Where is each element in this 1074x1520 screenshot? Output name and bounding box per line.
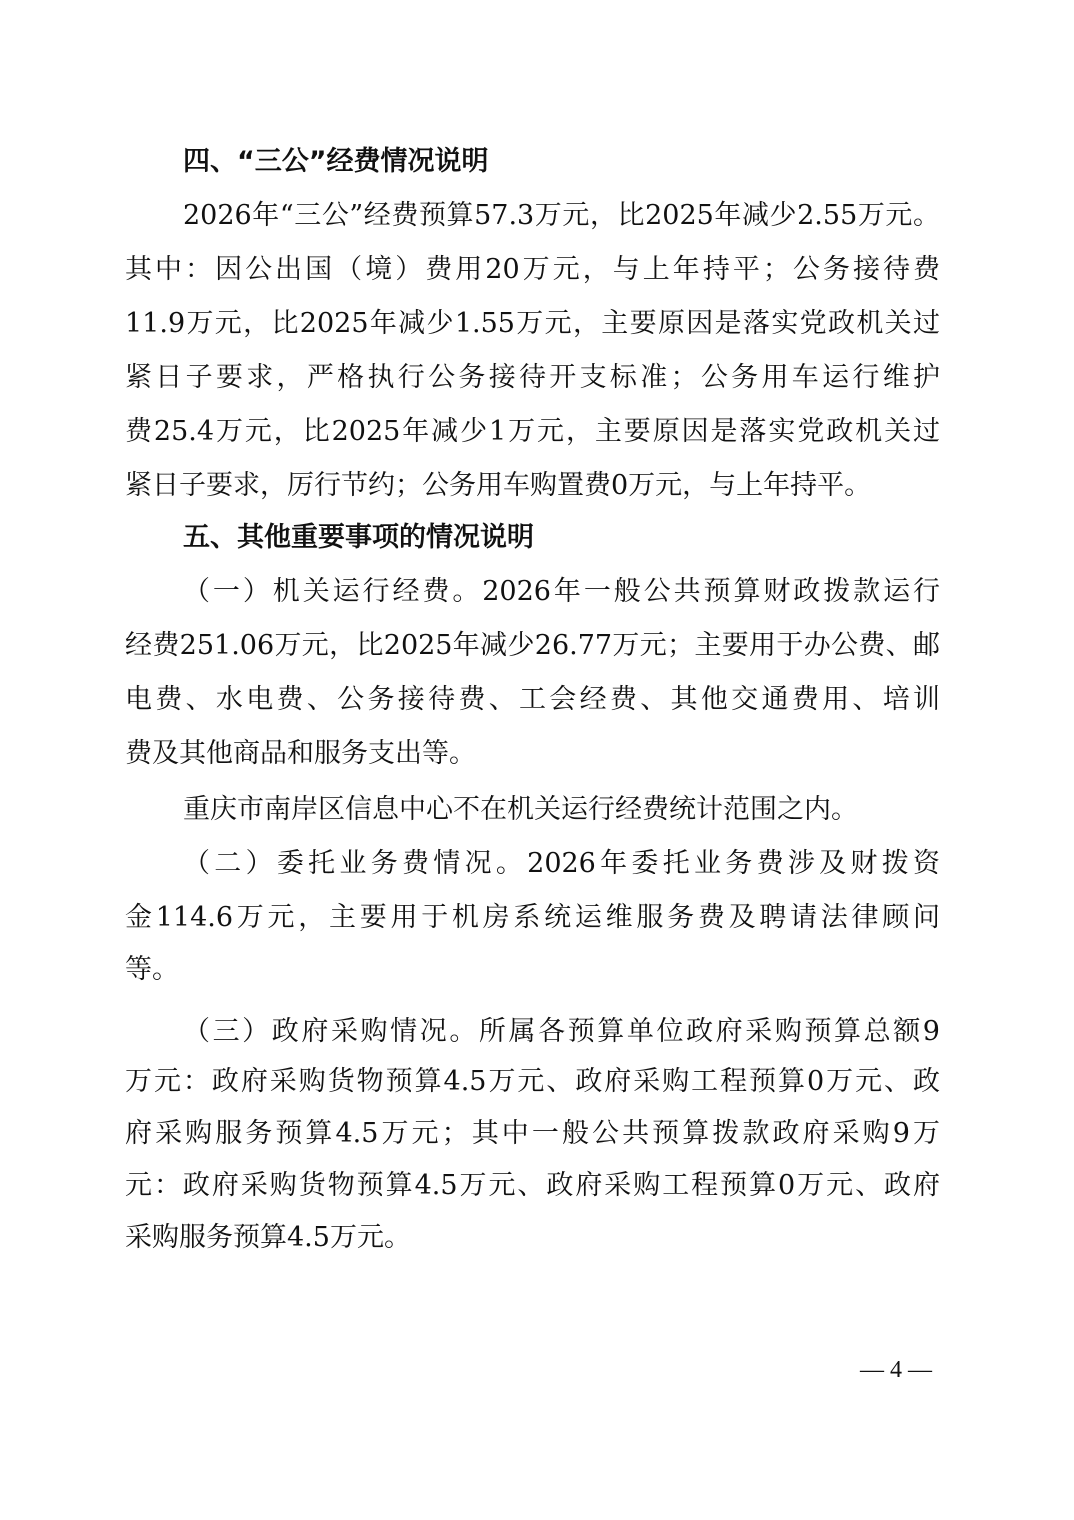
section-5-para-1-line-1: （一）机关运行经费。2026年一般公共预算财政拨款运行 (183, 576, 940, 607)
section-4-line-4: 紧日子要求，严格执行公务接待开支标准；公务用车运行维护 (125, 362, 940, 393)
section-5-para-1-line-3: 电费、水电费、公务接待费、工会经费、其他交通费用、培训 (125, 684, 940, 715)
section-4-line-3: 11.9万元，比2025年减少1.55万元，主要原因是落实党政机关过 (125, 308, 940, 339)
section-5-para-3-line-2: 金114.6万元，主要用于机房系统运维服务费及聘请法律顾问 (125, 902, 940, 933)
section-5-para-4-line-1: （三）政府采购情况。所属各预算单位政府采购预算总额9 (183, 1016, 940, 1047)
section-5-para-3-line-1: （二）委托业务费情况。2026年委托业务费涉及财拨资 (183, 848, 940, 879)
section-4-heading: 四、“三公”经费情况说明 (183, 146, 489, 177)
section-5-para-4-line-2: 万元：政府采购货物预算4.5万元、政府采购工程预算0万元、政 (125, 1066, 940, 1097)
section-5-para-4-line-5: 采购服务预算4.5万元。 (125, 1222, 411, 1253)
section-5-para-1-line-2: 经费251.06万元，比2025年减少26.77万元；主要用于办公费、邮 (125, 630, 940, 661)
section-5-para-4-line-4: 元：政府采购货物预算4.5万元、政府采购工程预算0万元、政府 (125, 1170, 940, 1201)
section-5-para-4-line-3: 府采购服务预算4.5万元；其中一般公共预算拨款政府采购9万 (125, 1118, 940, 1149)
section-4-line-6: 紧日子要求，厉行节约；公务用车购置费0万元，与上年持平。 (125, 470, 872, 501)
section-5-heading: 五、其他重要事项的情况说明 (183, 522, 534, 553)
section-4-line-5: 费25.4万元，比2025年减少1万元，主要原因是落实党政机关过 (125, 416, 940, 447)
section-4-line-2: 其中：因公出国（境）费用20万元，与上年持平；公务接待费 (125, 254, 940, 285)
section-4-line-1: 2026年“三公”经费预算57.3万元，比2025年减少2.55万元。 (183, 200, 940, 231)
section-5-para-3-line-3: 等。 (125, 954, 179, 985)
page-number: — 4 — (860, 1357, 932, 1383)
section-5-para-2-line-1: 重庆市南岸区信息中心不在机关运行经费统计范围之内。 (183, 794, 858, 825)
section-5-para-1-line-4: 费及其他商品和服务支出等。 (125, 738, 476, 769)
